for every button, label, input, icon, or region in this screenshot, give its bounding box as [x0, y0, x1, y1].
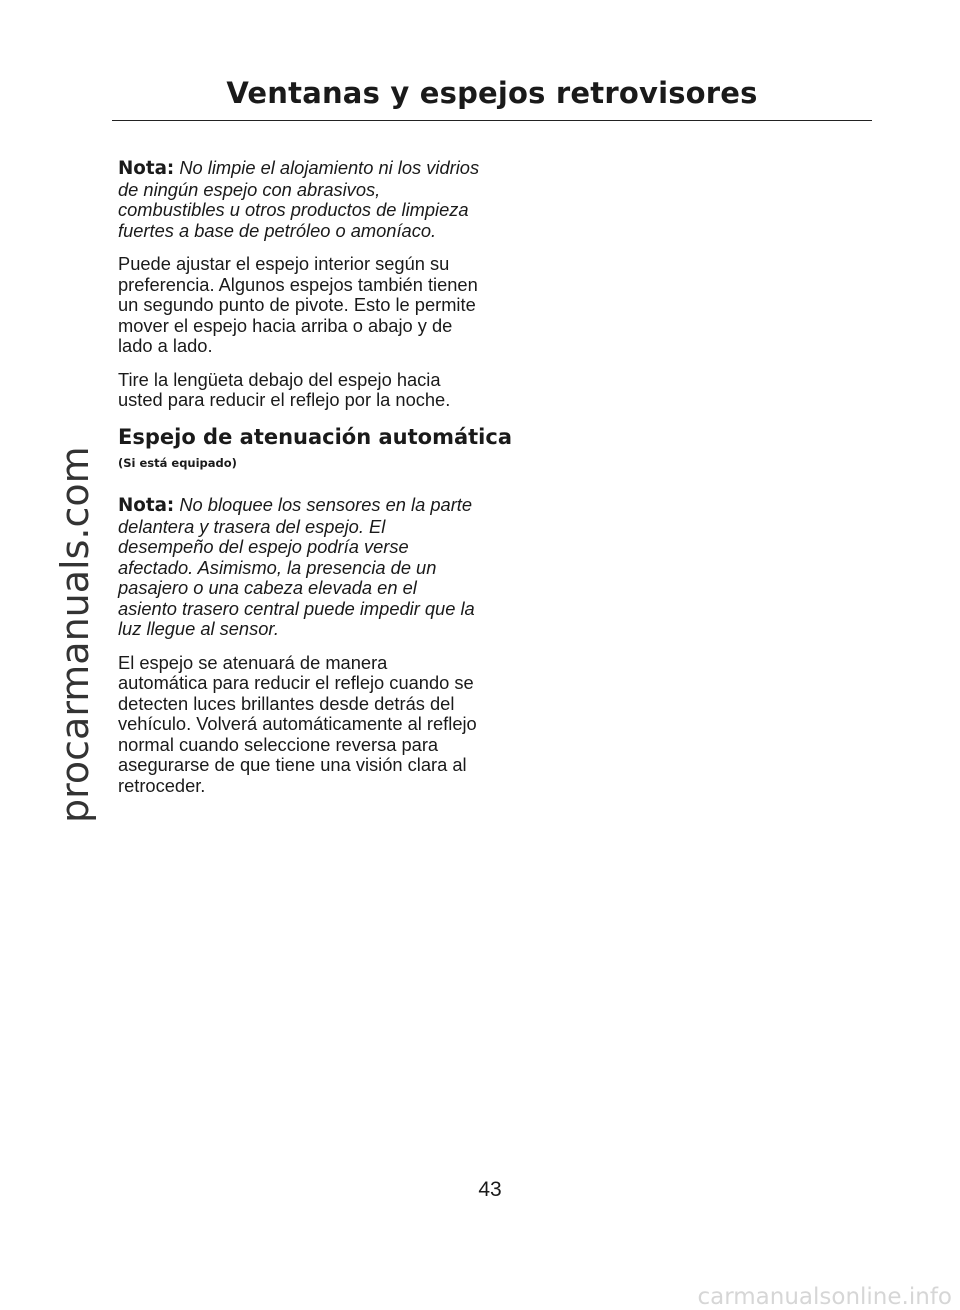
side-watermark: procarmanuals.com — [53, 446, 97, 823]
main-column — [118, 157, 512, 809]
note-label: Nota: — [118, 158, 175, 179]
page-title: Ventanas y espejos retrovisores — [226, 76, 758, 110]
note-sensors — [118, 495, 480, 640]
paragraph-adjust-mirror: Puede ajustar el espejo interior según su preferencia. Algunos espejos también tienen un segundo punto de pivote. Esto le permite mover el espejo hacia arriba o abajo y de lado a lado. — [118, 253, 478, 356]
note-text: No bloquee los sensores en la parte delantera y trasera del espejo. El desempeño del espejo podría verse afectado. Asimismo, la presencia de un pasajero o una cabeza elevada en el asiento trasero central puede impedir que la luz llegue al sensor. — [118, 494, 475, 639]
header-divider — [112, 120, 872, 121]
section-heading: Espejo de atenuación automática — [118, 424, 512, 449]
paragraph-tab-reflection: Tire la lengüeta debajo del espejo hacia usted para reducir el reflejo por la noche. — [118, 368, 451, 410]
note-text: No limpie el alojamiento ni los vidrios de ningún espejo con abrasivos, combustibles u otros productos de limpieza fuertes a base de petróleo o amoníaco. — [118, 157, 480, 241]
section-subtitle: (Si está equipado) — [118, 455, 237, 470]
note-label: Nota: — [118, 495, 175, 516]
bottom-watermark: carmanualsonline.info — [697, 1284, 952, 1310]
note-cleaning — [118, 158, 480, 241]
page-number: 43 — [478, 1178, 502, 1201]
paragraph-auto-dim: El espejo se atenuará de manera automática para reducir el reflejo cuando se detecten luces brillantes desde detrás del vehículo. Volverá automáticamente al reflejo normal cuando seleccione reversa para asegurarse de que tiene una visión clara al retroceder. — [118, 651, 477, 796]
